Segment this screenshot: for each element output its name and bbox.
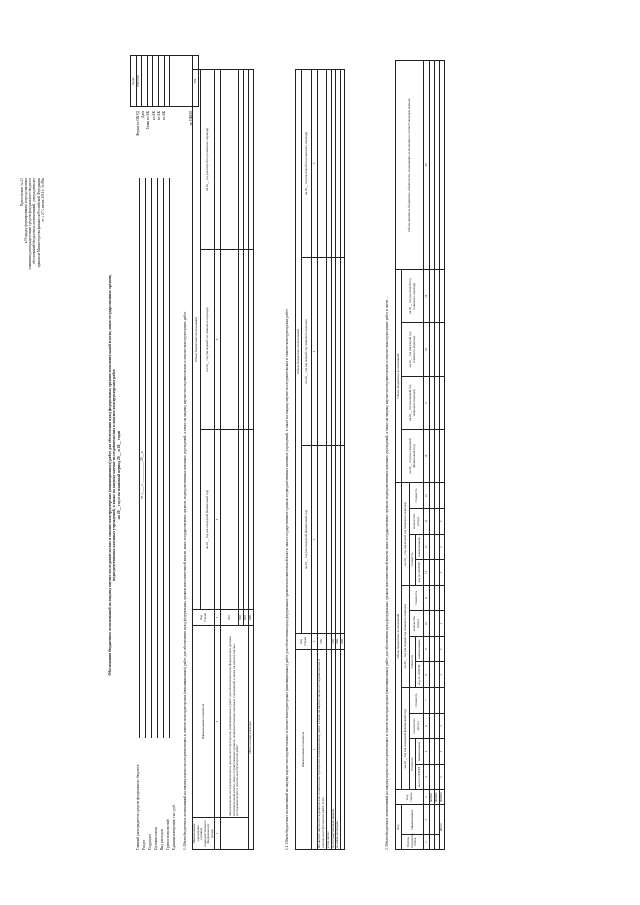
s1-header-name: Наименование показателя [193,626,215,818]
s1-total-code: 090 [249,610,254,626]
s11-cell [318,446,327,634]
s2-header-cost2: стоимость [410,688,424,714]
appendix-line: обоснований бюджетных ассигнований, утвержденному [32,178,37,265]
s2-col-number: 19 [424,270,430,323]
s2-col-number: 18 [424,323,430,376]
header-field-label: Целевая статья [154,827,158,850]
s1-header-y2: на 20__ год (на первый год планового периода) [201,250,215,430]
header-field-label: Главный распорядитель средств федерального бюджета [136,764,140,850]
s2-col-number: 1 [424,835,430,850]
header-field [172,765,178,850]
s2-col-number: 20 [424,61,430,270]
codes-form-label: Форма по ОКУД [136,111,140,137]
s1-header-y3: на 20__ год (на второй год планового периода) [201,70,215,250]
s2-col-number: 14 [424,508,430,534]
s2-header-volume-2: Объем бюджетных ассигнований [396,270,402,483]
s2-header-cost2: стоимость [410,483,424,509]
s2-cell: x [440,560,445,586]
s2-col-number: 10 [424,611,430,637]
s2-header-y2: на 20__ год (на первый год планового периода) [402,585,410,687]
s2-col-number: 3 [424,790,430,805]
s11-cell [340,446,345,634]
s1-header-code: Код строки [193,610,215,626]
s2-col-number: 8 [424,662,430,688]
s11-cell [340,70,345,258]
codes-okei-value: 384 [193,56,199,107]
s2-header-name-short: наименование [416,534,424,560]
s11-row-name: по иным договорам [336,650,341,850]
section2-table [395,60,445,850]
s2-header-y3b: на 20__ год (на второй год планового периода) [402,323,424,376]
s11-cell [340,258,345,446]
appendix-line: Приложение № 23 [20,178,24,207]
section11-title: 1.1. Объем бюджетных ассигнований на закупку научно-исследовательских и опытно-конструкторских (инновационных) работ для обеспечения нужд федеральных органов исполнительной власти, иных государственных органов, подведомственных казенных учреждений, а также на закупку научно-исследовательских и опытно-конструкторских работ [285,309,289,850]
codes-row-label: по ОКЕИ [189,111,194,126]
s1-cell [221,250,239,430]
s1-col-number: 1 [215,818,221,850]
s2-col-number: 6 [424,713,430,739]
codes-row-label: по БК [156,111,161,121]
header-field-label: Раздел [142,839,146,850]
s2-header-cost2: стоимость [410,585,424,611]
s2-cell [440,483,445,509]
codes-form-value: 0505740 [136,56,142,107]
s2-cell [440,688,445,714]
s2-cell [440,429,445,482]
s2-header-group: Группа, подгруппа, статья [402,835,424,850]
s11-header-y2: на 20__ год (на первый год планового периода) [302,258,312,446]
s2-header-y1b: на 20__ год (на очередной финансовый год) [402,429,424,482]
s2-col-number: 13 [424,534,430,560]
s2-header-cost: стоимость [410,534,416,585]
s1-header-y1: на 20__ год (на очередной финансовый год) [201,430,215,610]
s2-cell: x [440,662,445,688]
s2-total-label: Итого [440,805,445,850]
s2-cell: x [440,534,445,560]
s2-header-last: Объем принятых бюджетных обязательств, подлежащих исполнению в соответствующем периоде [396,61,424,270]
s2-cell: x [440,764,445,790]
s2-cell: x [440,508,445,534]
s1-row-code: 002 [239,610,244,626]
s2-col-number: 7 [424,688,430,714]
s2-header-row-code: Код строки [396,790,424,805]
s2-cell: x [440,713,445,739]
s2-cell [440,376,445,429]
s2-col-number: 2 [424,805,430,835]
codes-date-label: Дата [141,111,146,119]
s1-col-number: 4 [215,430,221,610]
document-title [108,155,121,795]
s2-header-volume: Объем бюджетных ассигнований [396,483,402,790]
s2-col-number: 9 [424,636,430,662]
appendix-block [20,178,45,269]
s1-header-volume: Объем бюджетных ассигнований [193,70,201,610]
s11-row-code: 300 [340,634,345,650]
title-line: подведомственных казенных учреждений, а также на закупку научно-исследовательских и опытно-конструкторских работ [112,369,117,581]
s2-cell: x [440,636,445,662]
s2-header-y1: на 20__ год (на очередной финансовый год) [402,688,410,790]
header-field-label: Группа полномочий [166,819,170,850]
s2-col-number: 5 [424,739,430,765]
appendix-line: приказом Министерства финансов Российской Федерации [36,178,41,268]
s11-header-code: Код строки [296,634,312,650]
s1-cell [221,70,239,250]
s2-header-name-short: наименование [416,636,424,662]
codes-cell [170,56,193,107]
s2-header-y4b: на 20__ год (на второй год планового периода) [402,270,424,323]
s11-col-number: 4 [312,258,318,446]
section1-title: 1. Объем бюджетных ассигнований на закупку научно-исследовательских и опытно-конструкторских (инновационных) работ для обеспечения нужд федеральных органов исполнительной власти, иных государственных органов, подведомственных казенных учреждений, а также на закупку научно-исследовательских и опытно-конструкторских работ [183,311,187,850]
s11-cell [318,70,327,258]
s2-cell: x [440,739,445,765]
s2-cell [440,323,445,376]
s1-row-code: 003 [244,610,249,626]
s11-row-name: На закупку научно-исследовательских и опытно-конструкторских (инновационных) работ, а также на закупку научно-исследовательских и опытно-конструкторских работ, всего [318,650,327,850]
appendix-line: к Порядку формирования и представления [24,178,29,244]
header-fields [136,765,178,850]
codes-row-label: по БК [151,111,156,121]
appendix-line: от « 27 » июня 2011 г. № 88н [40,178,45,222]
s2-header-naim: Наименование [402,805,424,835]
s2-header-name-short: наименование [416,739,424,765]
s2-cell [440,61,445,270]
title-line: на 20__ год и на плановый период 20__ и 20__ годов [116,430,121,520]
s2-header-y3: на 20__ год (на второй год планового периода) [402,483,410,585]
header-field-label: Единица измерения: тыс. руб. [172,804,176,850]
s11-col-number: 3 [312,446,318,634]
s11-row-name [340,650,345,850]
section2-title: 2. Объем бюджетных ассигнований на закупку научно-исследовательских и опытно-конструкторских (инновационных) работ для обеспечения нужд федеральных органов исполнительной власти, иных государственных органов, подведомственных казенных учреждений, а также на закупку научно-исследовательских и опытно-конструкторских работ в части ... [385,296,389,850]
s2-cell [440,270,445,323]
s1-header-left: Наименование учреждения (органа), подведомственного федеральному органу [193,818,215,850]
s2-col-number: 4 [424,764,430,790]
s1-col-number: 5 [215,250,221,430]
s2-header-qty: количество (штук) [410,611,424,637]
s2-header-okved: код по ОКВЭД [416,764,424,790]
codes-table [130,55,199,107]
s2-col-number: 16 [424,429,430,482]
codes-header: Коды [131,56,137,107]
s2-col-number: 15 [424,483,430,509]
s2-total-code: 900000 [440,790,445,805]
s2-header-cost: стоимость [410,739,416,790]
s2-header-okved: код по ОКВЭД [416,560,424,586]
s1-cell [249,70,254,250]
appendix-line: главными распорядителями средств федерального бюджета [28,178,33,270]
s11-row-code: 110 [331,634,336,650]
s11-col-number: 2 [312,634,318,650]
s2-col-number: 17 [424,376,430,429]
s11-row-name: в том числе: [327,650,332,850]
header-field-label: Вид расходов [160,829,164,850]
s1-row-name: Закупка научно-исследовательских и опытно-конструкторских (инновационных) работ для обеспечения нужд федеральных органов исполнительной власти, иных государственных органов, подведомственных казенных учреждений, а также на закупку научно-исследовательских и опытно-конструкторских работ [221,626,249,818]
s2-row-code: 000002 [435,790,440,805]
document-date: от «____» ____________ 20__ г. [140,450,144,500]
s1-col-number: 3 [215,610,221,626]
s11-col-number: 5 [312,70,318,258]
s2-header-code: Код [396,805,402,850]
s1-cell [221,818,249,850]
s2-header-y2b: на 20__ год (на первый год планового периода) [402,376,424,429]
s2-cell: x [440,611,445,637]
s11-row-code: 100 [318,634,327,650]
s11-header-name: Наименование показателя [296,650,312,850]
s1-total-label: Итого по виду расходов [249,626,254,850]
section11-table [295,69,345,850]
s2-cell [440,585,445,611]
s11-row-code: 200 [336,634,341,650]
s2-col-number: 11 [424,585,430,611]
s11-header-y3: на 20__ год (на второй год планового периода) [302,70,312,258]
header-field-label: Подраздел [148,833,152,850]
s1-cell [249,250,254,430]
s11-header-volume: Объем бюджетных ассигнований [296,70,302,634]
s1-cell [221,430,239,610]
s1-cell [249,430,254,610]
s2-header-qty: количество (штук) [410,713,424,739]
s1-col-number: 2 [215,626,221,818]
s2-col-number: 12 [424,560,430,586]
s11-cell [318,258,327,446]
s11-header-y1: на 20__ год (на очередной финансовый год) [302,446,312,634]
codes-glava-label: Глава по БК [146,111,151,130]
s2-row-code: 000001 [430,790,435,805]
s1-row-code: 001 [221,610,239,626]
title-line: Обоснования бюджетных ассигнований на закупку научно-исследовательских и опытно-конструкторских (инновационных) работ для обеспечения нужд федеральных органов исполнительной власти, иных государственных органов, [108,274,112,676]
s11-col-number: 1 [312,650,318,850]
codes-row-label: по БК [161,111,166,121]
s2-header-cost: стоимость [410,636,416,687]
s2-header-qty: количество (штук) [410,508,424,534]
s2-header-okved: код по ОКВЭД [416,662,424,688]
section1-table [192,69,254,850]
s11-row-name: по государственным заказам [331,650,336,850]
